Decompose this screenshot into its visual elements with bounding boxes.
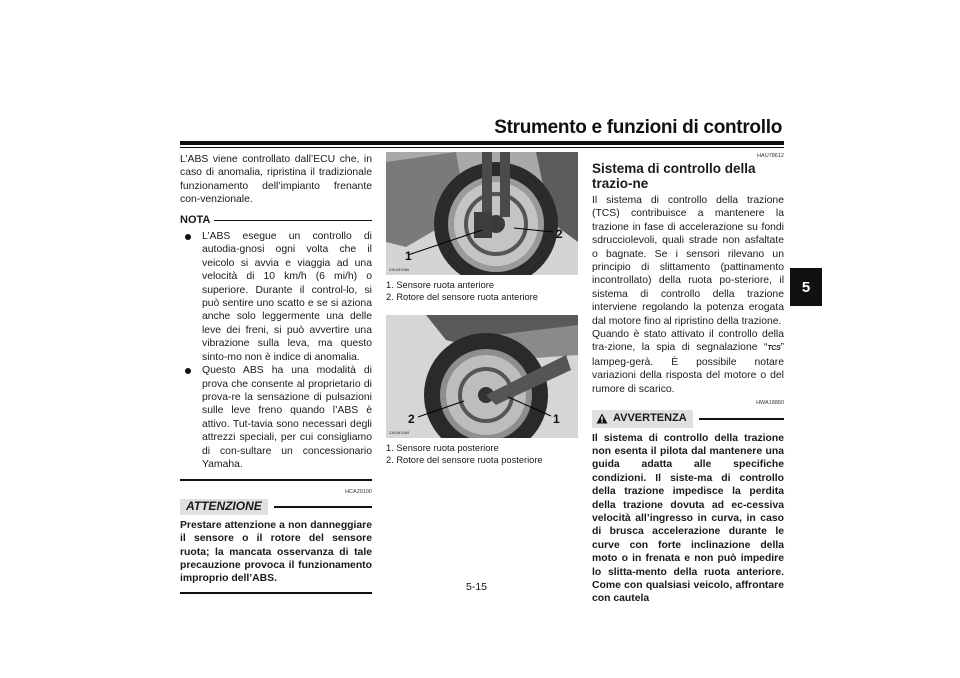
rear-wheel-photo	[386, 315, 578, 438]
tcs-paragraph-start: Quando è stato attivato il controllo della tra-zione, la spia di segnalazione “	[592, 329, 784, 354]
nota-rule	[214, 220, 372, 221]
callout-2-front: 2	[556, 227, 563, 241]
bullet-icon	[185, 368, 191, 374]
attention-top-rule	[180, 479, 372, 481]
warning-label-box	[592, 410, 693, 427]
nota-header	[180, 214, 372, 227]
attention-bottom-rule	[180, 592, 372, 594]
warning-code: HWA18860	[756, 400, 784, 407]
figure-code-front: ZAUM1666	[389, 267, 410, 272]
warning-header	[592, 410, 784, 427]
callout-2-rear: 2	[408, 411, 415, 426]
warning-text: Il sistema di controllo della trazione non esenta il pilota dal mantenere una guida adatta alle specifiche condizioni. Il siste-ma di controllo della trazione impedisce la perdita della trazione dovuta ad ec-cessiva velocità all’ingresso in curva, in caso di brusca accelerazione durante le curve con forte inclinazione della moto o in frenata e non può impedire lo slitta-mento della ruota anteriore. Come con qualsiasi veicolo, affrontare con cautela	[592, 432, 784, 605]
section-code: HAU78612	[757, 153, 784, 159]
figure-code-rear: ZAUM1668	[389, 429, 410, 435]
title-rule-thin	[180, 147, 784, 148]
caption-line: 1. Sensore ruota anteriore	[386, 280, 495, 290]
front-wheel-illustration	[386, 152, 578, 275]
attention-code: HCA20100	[345, 489, 372, 496]
tcs-paragraph: Il sistema di controllo della trazione (TCS) contribuisce a mantenere la trazione in fase di accelerazione su fondi sdrucciolevoli, quali strade non asfaltate o bagnate. Se i sensori rilevano un principio di slittamento (pattinamento incontrollato) della ruota po-steriore, il sistema di controllo della trazione interviene regolando la potenza erogata dal motore fino al ripristino della trazione.	[592, 195, 784, 327]
nota-item-text: L’ABS esegue un controllo di autodia-gnosi ogni volta che il veicolo si avvia e viaggia ad una velocità di 10 km/h (6 mi/h) o superiore. Durante il control-lo, si può sentire uno scatto e se si aziona anche solo leggermente una delle leve dei freni, si può avvertire una vibrazione sulla leva, ma questo sinto-mo non è indice di anomalia.	[202, 231, 372, 363]
attention-text: Prestare attenzione a non danneggiare il sensore o il rotore del sensore ruota; la mancata osservanza di tale precauzione provoca il funzionamento improprio dell’ABS.	[180, 519, 372, 585]
nota-label: NOTA	[180, 213, 211, 226]
attention-label: ATTENZIONE	[180, 499, 268, 514]
title-rule	[180, 141, 784, 145]
nota-item	[180, 364, 372, 471]
middle-column	[386, 152, 578, 467]
callout-1-front: 1	[405, 249, 412, 263]
front-wheel-caption	[386, 279, 578, 304]
abs-intro-paragraph: L’ABS viene controllato dall’ECU che, in caso di anomalia, ripristina il tradizionale funzionamento dell’impianto frenante con-venzionale.	[180, 154, 372, 206]
section-title: Sistema di controllo della trazio-ne	[592, 161, 756, 191]
attention-header	[180, 499, 372, 514]
front-wheel-photo	[386, 152, 578, 275]
bullet-icon	[185, 234, 191, 240]
nota-item-text: Questo ABS ha una modalità di prova che consente al proprietario di prova-re la sensazione di pulsazioni sulle leve freno quando l’ABS è attivo. Tut-tavia sono necessari degli attrezzi speciali, per cui consigliamo di con-sultare un concessionario Yamaha.	[202, 365, 372, 470]
caption-line: 2. Rotore del sensore ruota anteriore	[386, 292, 538, 303]
warning-triangle-icon	[596, 413, 608, 424]
rear-wheel-illustration	[386, 315, 578, 438]
warning-label: AVVERTENZA	[613, 412, 687, 425]
caption-line: 1. Sensore ruota posteriore	[386, 442, 499, 453]
attention-rule	[274, 506, 372, 508]
page-number: 5-15	[466, 581, 488, 593]
warning-rule	[699, 418, 784, 420]
rear-wheel-caption	[386, 442, 578, 467]
right-column	[592, 152, 784, 606]
nota-item	[180, 230, 372, 364]
chapter-tab[interactable]: 5	[790, 268, 822, 306]
tcs-indicator-paragraph	[592, 328, 784, 396]
caption-line: 2. Rotore del sensore ruota posteriore	[386, 455, 543, 466]
callout-1-rear: 1	[553, 411, 560, 426]
page-title: Strumento e funzioni di controllo	[494, 117, 782, 138]
nota-list	[180, 230, 372, 471]
tcs-indicator-icon: TCS	[767, 345, 781, 353]
tcs-paragraph-end: ” lampeg-gerà. È possibile notare variazioni della risposta del motore o del rumore di scarico.	[592, 342, 784, 395]
left-column	[180, 153, 372, 594]
